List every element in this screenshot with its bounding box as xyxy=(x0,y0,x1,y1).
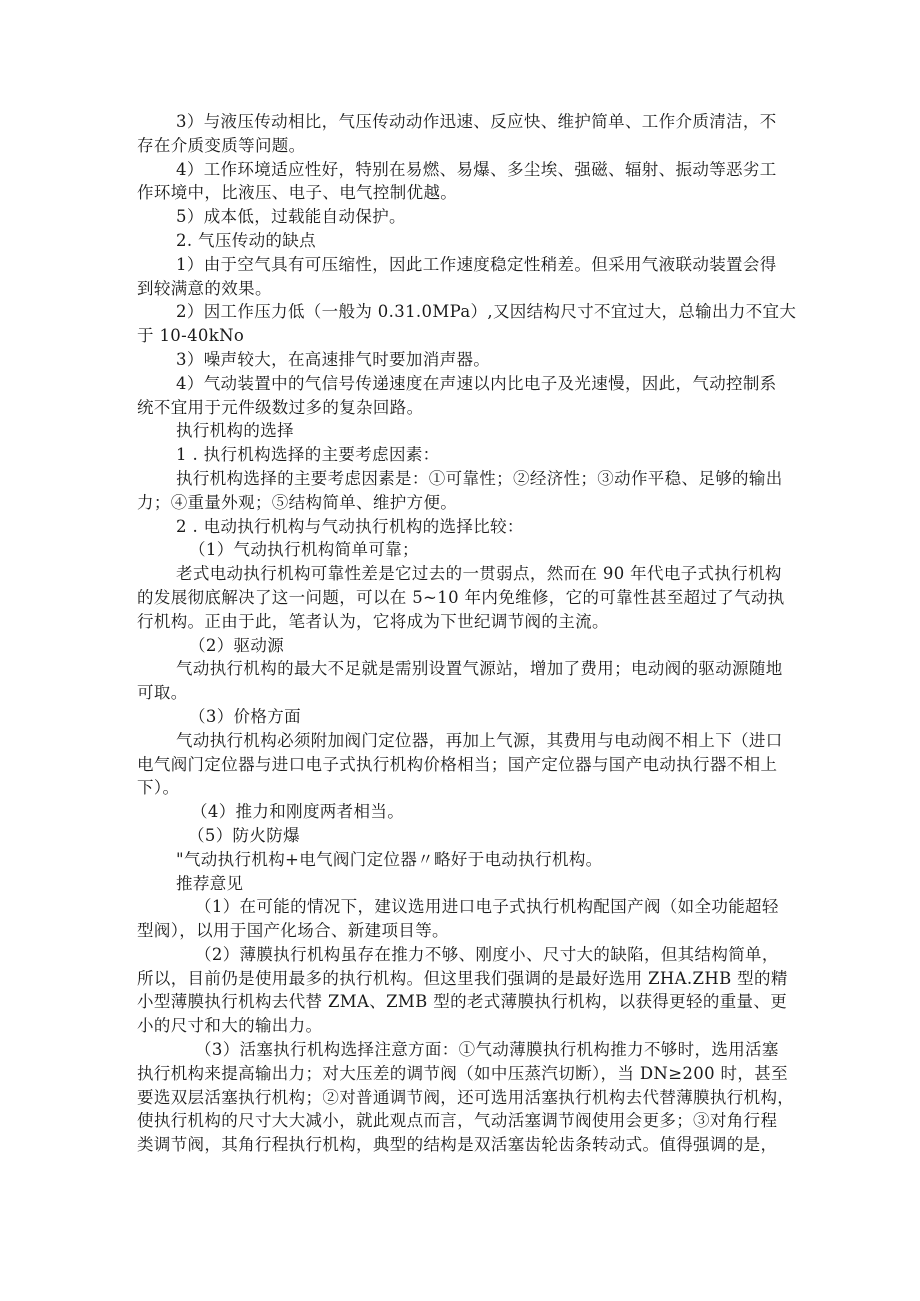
subsection-heading: 1 . 执行机构选择的主要考虑因素： xyxy=(176,445,440,465)
paragraph-line: 小型薄膜执行机构去代替 ZMA、ZMB 型的老式薄膜执行机构，以获得更轻的重量、更 xyxy=(137,992,788,1012)
paragraph-line: 使执行机构的尺寸大大减小，就此观点而言，气动活塞调节阀使用会更多；③对角行程 xyxy=(137,1111,778,1131)
list-item-heading: （2）驱动源 xyxy=(189,635,285,655)
paragraph-line: 力；④重量外观；⑤结构简单、维护方便。 xyxy=(137,492,458,512)
paragraph-line: 型阀），以用于国产化场合、新建项目等。 xyxy=(137,921,449,941)
paragraph-line: 老式电动执行机构可靠性差是它过去的一贯弱点，然而在 90 年代电子式执行机构 xyxy=(176,564,782,584)
paragraph-line: 4）工作环境适应性好，特别在易燃、易爆、多尘埃、强磁、辐射、振动等恶劣工 xyxy=(176,159,777,179)
list-item-heading: （4）推力和刚度两者相当。 xyxy=(191,802,405,822)
paragraph-line: 可取。 xyxy=(137,683,188,703)
section-heading: 推荐意见 xyxy=(176,873,244,893)
paragraph-line: 3）噪声较大，在高速排气时要加消声器。 xyxy=(176,349,491,369)
paragraph-line: 要选双层活塞执行机构；②对普通调节阀，还可选用活塞执行机构去代替薄膜执行机构， xyxy=(137,1087,795,1107)
paragraph-line: "气动执行机构+电气阀门定位器〃略好于电动执行机构。 xyxy=(176,849,603,869)
section-heading: 2. 气压传动的缺点 xyxy=(176,230,316,250)
paragraph-line: 的发展彻底解决了这一问题，可以在 5~10 年内免维修，它的可靠性甚至超过了气动执 xyxy=(137,587,785,607)
list-item-heading: （5）防火防爆 xyxy=(188,825,300,845)
list-item-heading: （1）气动执行机构简单可靠； xyxy=(189,540,419,560)
paragraph-line: 作环境中，比液压、电子、电气控制优越。 xyxy=(137,183,458,203)
paragraph-line: 行机构。正由于此，笔者认为，它将成为下世纪调节阀的主流。 xyxy=(137,611,609,631)
paragraph-line: （3）活塞执行机构选择注意方面：①气动薄膜执行机构推力不够时，选用活塞 xyxy=(195,1040,779,1060)
paragraph-line: 执行机构来提高输出力；对大压差的调节阀（如中压蒸汽切断），当 DN≥200 时，甚至 xyxy=(137,1063,788,1083)
paragraph-line: 执行机构选择的主要考虑因素是：①可靠性；②经济性；③动作平稳、足够的输出 xyxy=(176,468,783,488)
paragraph-line: 类调节阀，其角行程执行机构，典型的结构是双活塞齿轮齿条转动式。值得强调的是， xyxy=(137,1135,778,1155)
list-item-heading: （3）价格方面 xyxy=(189,706,301,726)
paragraph-line: （2）薄膜执行机构虽存在推力不够、刚度小、尺寸大的缺陷，但其结构简单， xyxy=(195,944,779,964)
paragraph-line: 1）由于空气具有可压缩性，因此工作速度稳定性稍差。但采用气液联动装置会得 xyxy=(176,254,777,274)
paragraph-line: 气动执行机构必须附加阀门定位器，再加上气源，其费用与电动阀不相上下（进口 xyxy=(176,730,783,750)
paragraph-line: 统不宜用于元件级数过多的复杂回路。 xyxy=(137,397,424,417)
paragraph-line: 小的尺寸和大的输出力。 xyxy=(137,1016,323,1036)
paragraph-line: 于 10-40kNo xyxy=(137,326,245,346)
paragraph-line: （1）在可能的情况下，建议选用进口电子式执行机构配国产阀（如全功能超轻 xyxy=(195,897,779,917)
paragraph-line: 气动执行机构的最大不足就是需别设置气源站，增加了费用；电动阀的驱动源随地 xyxy=(176,659,783,679)
paragraph-line: 2）因工作压力低（一般为 0.31.0MPa）,又因结构尺寸不宜过大，总输出力不宜大 xyxy=(176,302,797,322)
paragraph-line: 3）与液压传动相比，气压传动动作迅速、反应快、维护简单、工作介质清洁，不 xyxy=(176,112,777,131)
paragraph-line: 5）成本低，过载能自动保护。 xyxy=(176,207,406,227)
paragraph-line: 到较满意的效果。 xyxy=(137,278,272,298)
paragraph-line: 4）气动装置中的气信号传递速度在声速以内比电子及光速慢，因此，气动控制系 xyxy=(176,373,777,393)
document-page xyxy=(0,110,920,1157)
paragraph-line: 下）。 xyxy=(137,778,180,798)
paragraph-line: 所以，目前仍是使用最多的执行机构。但这里我们强调的是最好选用 ZHA.ZHB 型的精 xyxy=(137,968,788,988)
paragraph-line: 电气阀门定位器与进口电子式执行机构价格相当；国产定位器与国产电动执行器不相上 xyxy=(137,754,778,774)
paragraph-line: 存在介质变质等问题。 xyxy=(137,135,306,155)
section-heading: 执行机构的选择 xyxy=(176,421,294,441)
subsection-heading: 2 . 电动执行机构与气动执行机构的选择比较： xyxy=(176,516,524,536)
